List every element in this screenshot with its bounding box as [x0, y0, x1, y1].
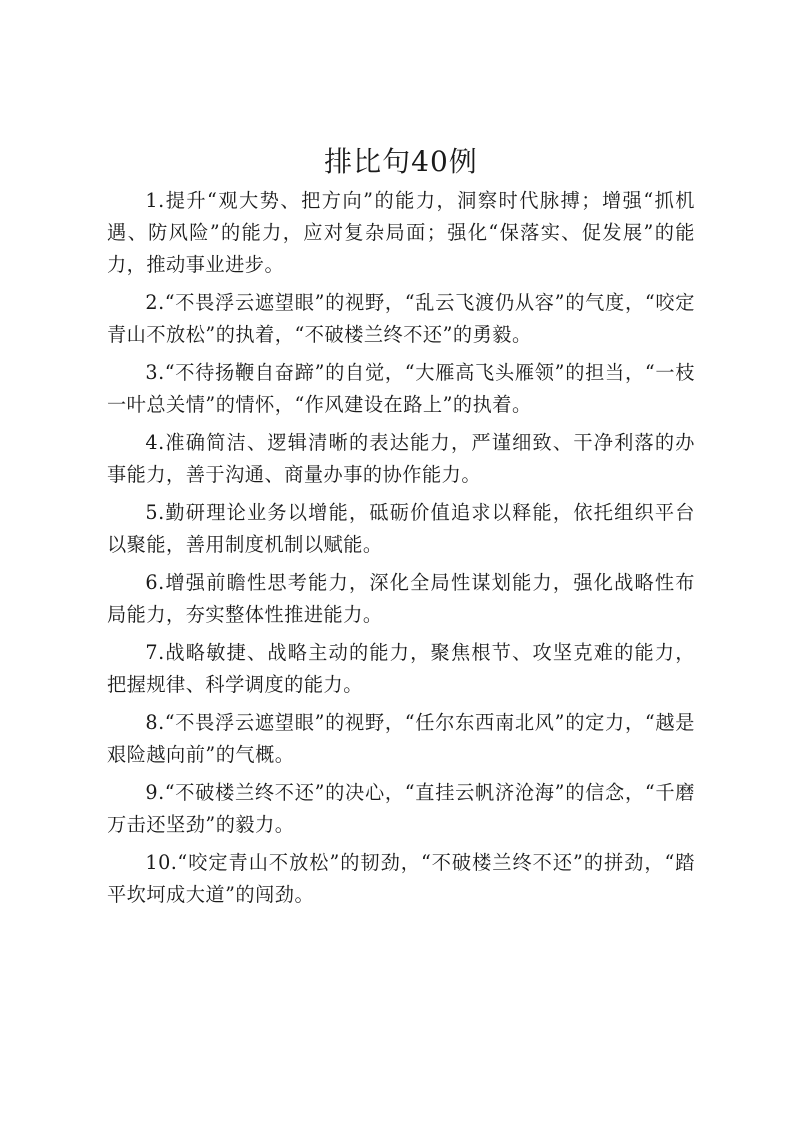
- paragraph-1: 1.提升“观大势、把方向”的能力，洞察时代脉搏；增强“抓机遇、防风险”的能力，应对复杂局面；强化“保落实、促发展”的能力，推动事业进步。: [107, 189, 695, 276]
- paragraph-10: 10.“咬定青山不放松”的韧劲，“不破楼兰终不还”的拼劲，“踏平坎坷成大道”的闯劲。: [107, 851, 695, 906]
- paragraph-7: 7.战略敏捷、战略主动的能力，聚焦根节、攻坚克难的能力，把握规律、科学调度的能力。: [107, 641, 695, 696]
- paragraph-5: 5.勤研理论业务以增能，砥砺价值追求以释能，依托组织平台以聚能，善用制度机制以赋能。: [107, 501, 695, 556]
- paragraph-4: 4.准确简洁、逻辑清晰的表达能力，严谨细致、干净利落的办事能力，善于沟通、商量办事的协作能力。: [107, 431, 695, 486]
- paragraph-2: 2.“不畏浮云遮望眼”的视野，“乱云飞渡仍从容”的气度，“咬定青山不放松”的执着，“不破楼兰终不还”的勇毅。: [107, 291, 695, 346]
- paragraph-9: 9.“不破楼兰终不还”的决心，“直挂云帆济沧海”的信念，“千磨万击还坚劲”的毅力。: [107, 781, 695, 836]
- document-title: 排比句40例: [324, 145, 478, 178]
- paragraph-6: 6.增强前瞻性思考能力，深化全局性谋划能力，强化战略性布局能力，夯实整体性推进能力。: [107, 571, 695, 626]
- paragraph-3: 3.“不待扬鞭自奋蹄”的自觉，“大雁高飞头雁领”的担当，“一枝一叶总关情”的情怀，“作风建设在路上”的执着。: [107, 361, 695, 416]
- paragraph-8: 8.“不畏浮云遮望眼”的视野，“任尔东西南北风”的定力，“越是艰险越向前”的气概。: [107, 711, 695, 766]
